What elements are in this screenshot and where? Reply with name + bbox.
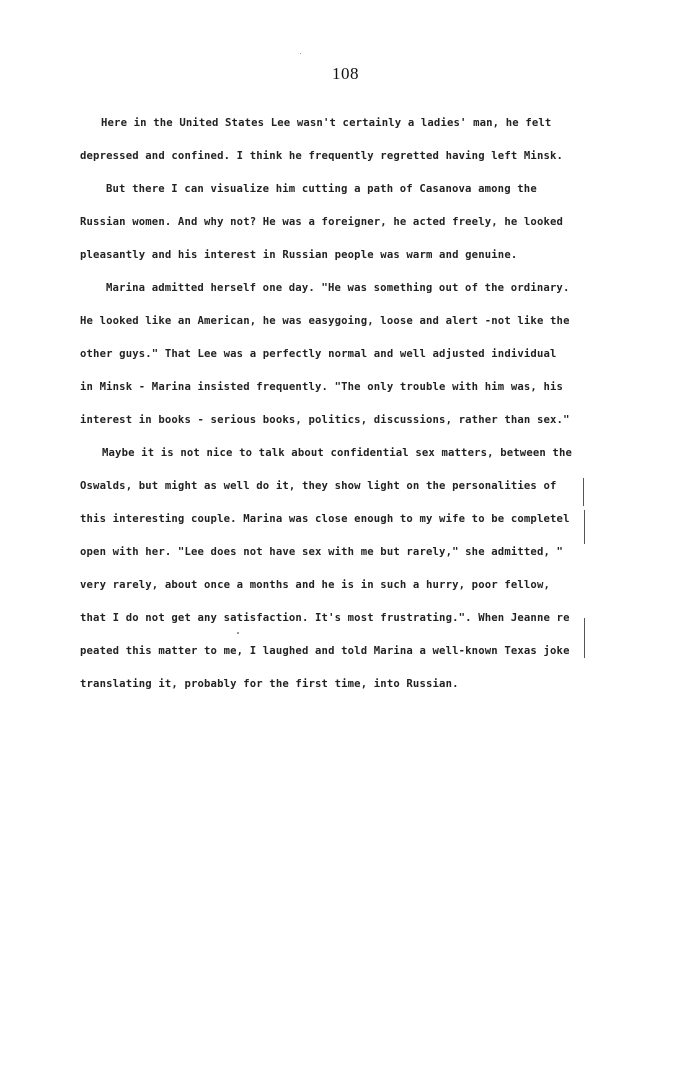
text-line: other guys." That Lee was a perfectly normal and well adjusted individual <box>80 348 557 360</box>
scan-speck <box>300 53 301 54</box>
text-line: very rarely, about once a months and he is in such a hurry, poor fellow, <box>80 579 551 591</box>
text-line: translating it, probably for the first time, into Russian. <box>80 678 459 690</box>
text-line: Marina admitted herself one day. "He was something out of the ordinary. <box>106 282 570 294</box>
text-line: pleasantly and his interest in Russian people was warm and genuine. <box>80 249 518 261</box>
text-line: interest in books - serious books, politics, discussions, rather than sex." <box>80 414 570 426</box>
text-line: Here in the United States Lee wasn't certainly a ladies' man, he felt <box>101 117 552 129</box>
text-line: depressed and confined. I think he frequently regretted having left Minsk. <box>80 150 564 162</box>
text-line: that I do not get any satisfaction. It's most frustrating.". When Jeanne re <box>80 612 570 624</box>
text-line: He looked like an American, he was easygoing, loose and alert -not like the <box>80 315 570 327</box>
text-line: open with her. "Lee does not have sex with me but rarely," she admitted, " <box>80 546 564 558</box>
text-line: Oswalds, but might as well do it, they show light on the personalities of <box>80 480 557 492</box>
text-line: in Minsk - Marina insisted frequently. "The only trouble with him was, his <box>80 381 564 393</box>
scan-speck <box>237 632 239 634</box>
scan-margin-mark <box>583 478 584 506</box>
text-line: But there I can visualize him cutting a path of Casanova among the <box>106 183 537 195</box>
text-line: peated this matter to me, I laughed and told Marina a well-known Texas joke <box>80 645 570 657</box>
scan-margin-mark <box>584 510 585 544</box>
text-line: Maybe it is not nice to talk about confidential sex matters, between the <box>102 447 573 459</box>
scan-margin-mark <box>584 618 585 658</box>
text-line: this interesting couple. Marina was close enough to my wife to be completel <box>80 513 570 525</box>
text-line: Russian women. And why not? He was a foreigner, he acted freely, he looked <box>80 216 564 228</box>
page-number: 108 <box>332 64 359 83</box>
